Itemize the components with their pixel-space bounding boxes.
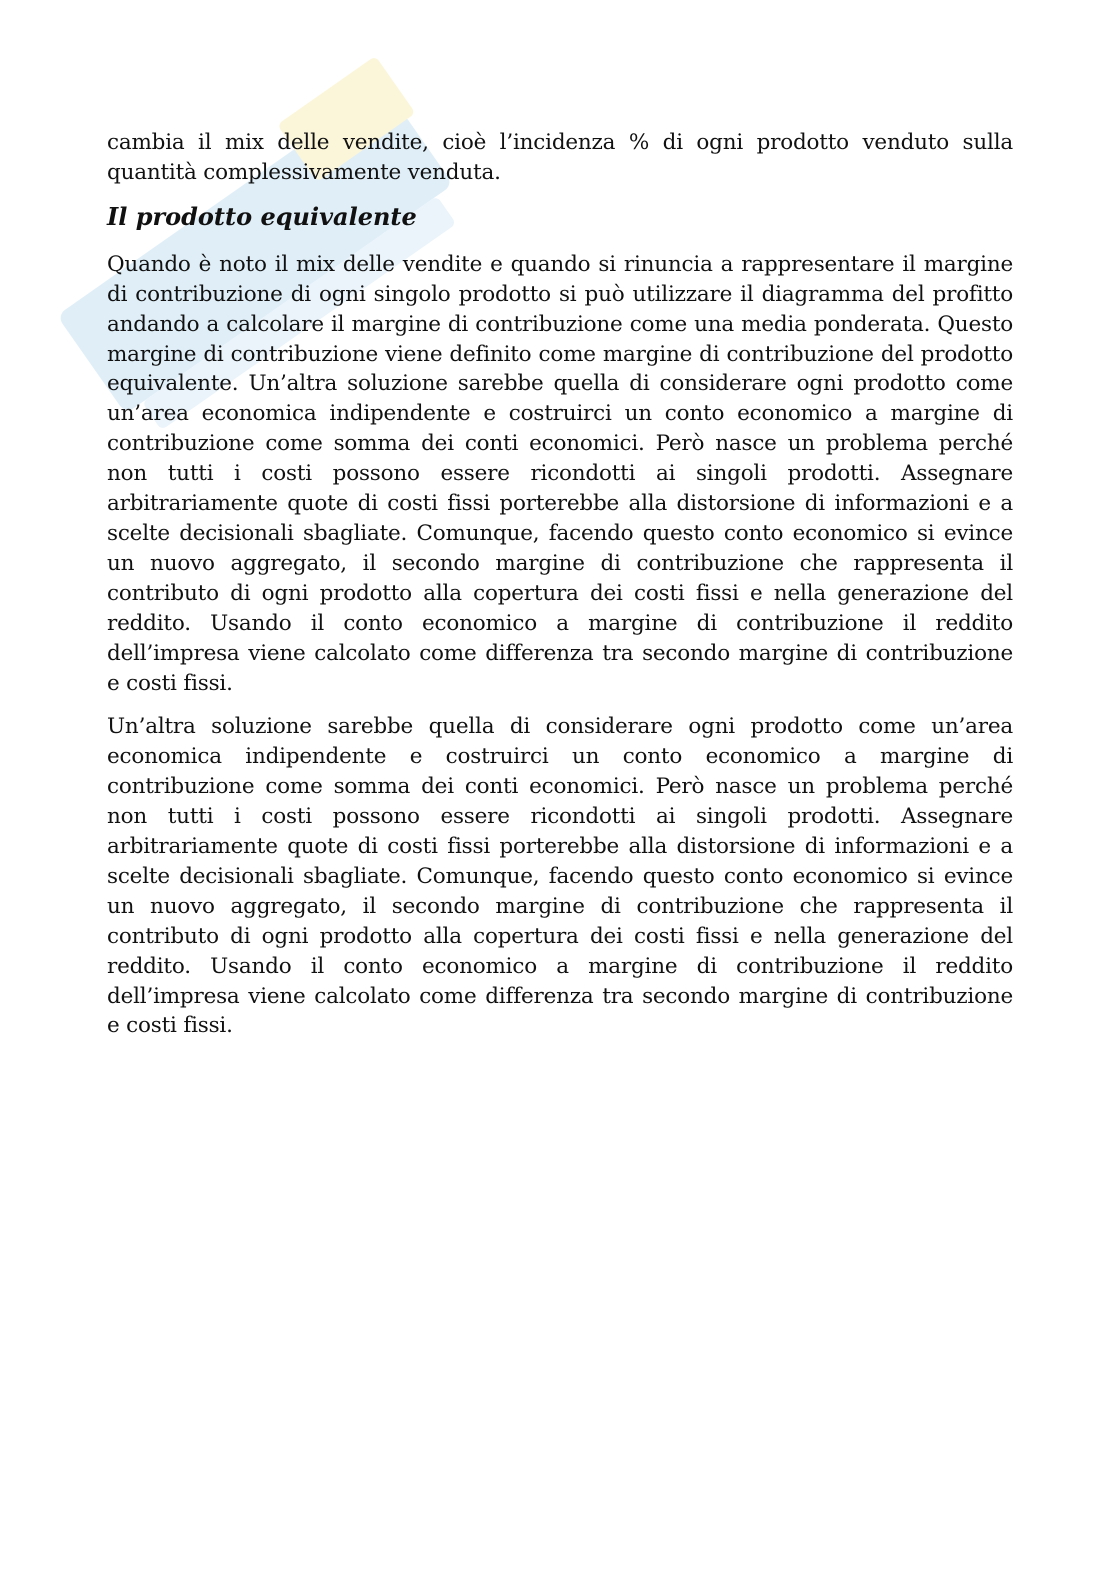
section-heading: Il prodotto equivalente <box>107 201 417 231</box>
body-paragraph-1: Quando è noto il mix delle vendite e quando si rinuncia a rappresentare il margine di contribuzione di ogni singolo prodotto si può utilizzare il diagramma del profitto andando a calcolare il margine di contribuzione come una media ponderata. Questo margine di contribuzione viene definito come margine di contribuzione del prodotto equivalente. Un’altra soluzione sarebbe quella di considerare ogni prodotto come un’area economica indipendente e costruirci un conto economico a margine di contribuzione come somma dei conti economici. Però nasce un problema perché non tutti i costi possono essere ricondotti ai singoli prodotti. Assegnare arbitrariamente quote di costi fissi porterebbe alla distorsione di informazioni e a scelte decisionali sbagliate. Comunque, facendo questo conto economico si evince un nuovo aggregato, il secondo margine di contribuzione che rappresenta il contributo di ogni prodotto alla copertura dei costi fissi e nella generazione del reddito. Usando il conto economico a margine di contribuzione il reddito dell’impresa viene calcolato come differenza tra secondo margine di contribuzione e costi fissi. <box>107 251 1013 696</box>
intro-paragraph: cambia il mix delle vendite, cioè l’incidenza % di ogni prodotto venduto sulla quantità complessivamente venduta. <box>107 130 1013 185</box>
body-paragraph-2: Un’altra soluzione sarebbe quella di considerare ogni prodotto come un’area economica indipendente e costruirci un conto economico a margine di contribuzione come somma dei conti economici. Però nasce un problema perché non tutti i costi possono essere ricondotti ai singoli prodotti. Assegnare arbitrariamente quote di costi fissi porterebbe alla distorsione di informazioni e a scelte decisionali sbagliate. Comunque, facendo questo conto economico si evince un nuovo aggregato, il secondo margine di contribuzione che rappresenta il contributo di ogni prodotto alla copertura dei costi fissi e nella generazione del reddito. Usando il conto economico a margine di contribuzione il reddito dell’impresa viene calcolato come differenza tra secondo margine di contribuzione e costi fissi. <box>107 714 1013 1039</box>
document-page <box>107 128 1013 1041</box>
